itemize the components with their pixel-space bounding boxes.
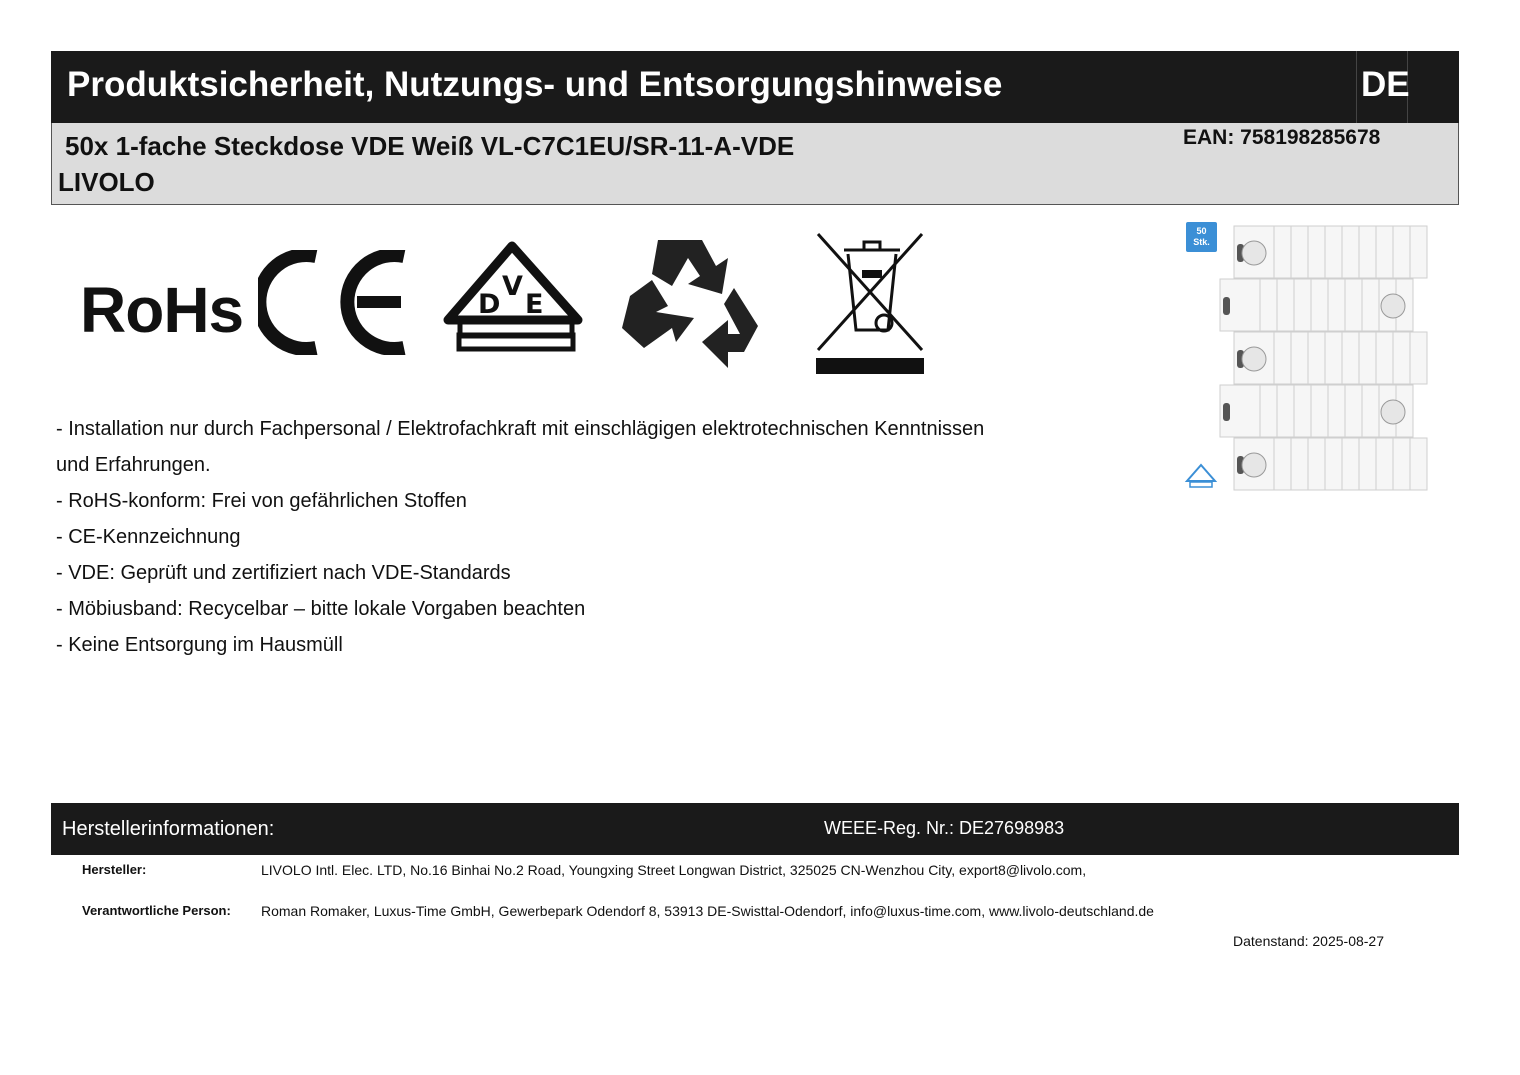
responsible-person-label: Verantwortliche Person: (82, 903, 231, 918)
header-bar (51, 51, 1459, 124)
quantity-badge-count: 50 (1196, 226, 1207, 236)
manufacturer-value: LIVOLO Intl. Elec. LTD, No.16 Binhai No.2 Road, Youngxing Street Longwan District, 325025 CN-Wenzhou City, export8@livolo.com, (261, 862, 1087, 878)
vde-small-icon (1184, 462, 1218, 492)
recycling-icon (616, 230, 766, 375)
manufacturer-info-bar (51, 803, 1459, 855)
socket-edge (1223, 403, 1230, 421)
socket-edge (1223, 297, 1230, 315)
svg-text:V: V (502, 271, 523, 302)
brand-name: LIVOLO (58, 167, 155, 197)
weee-crossed-bin-icon (814, 230, 929, 375)
socket-face (1242, 347, 1266, 371)
weee-registration: WEEE-Reg. Nr.: DE27698983 (824, 818, 1065, 838)
svg-text:E: E (525, 289, 544, 320)
manufacturer-info-label: Herstellerinformationen: (62, 818, 275, 840)
vde-mark-icon (440, 240, 585, 360)
note-line: - Keine Entsorgung im Hausmüll (56, 634, 343, 656)
rohs-icon: RoHs (80, 274, 244, 346)
language-code: DE (1361, 65, 1410, 104)
usage-notes (56, 411, 1136, 663)
note-line: und Erfahrungen. (56, 454, 211, 476)
quantity-badge (1186, 222, 1217, 252)
page-title: Produktsicherheit, Nutzungs- und Entsorgungshinweise (67, 65, 1003, 104)
socket-face (1242, 453, 1266, 477)
product-image (1182, 218, 1442, 496)
product-name: 50x 1-fache Steckdose VDE Weiß VL-C7C1EU/SR-11-A-VDE (65, 131, 795, 161)
note-line: - RoHS-konform: Frei von gefährlichen Stoffen (56, 490, 467, 512)
note-line: - CE-Kennzeichnung (56, 526, 241, 548)
quantity-badge-unit: Stk. (1193, 237, 1210, 247)
certification-icons (70, 225, 950, 380)
socket-face (1381, 294, 1405, 318)
ean-number: EAN: 758198285678 (1183, 126, 1381, 149)
note-line: - VDE: Geprüft und zertifiziert nach VDE-Standards (56, 562, 511, 584)
product-bar (51, 123, 1459, 205)
manufacturer-label: Hersteller: (82, 862, 147, 877)
data-date: Datenstand: 2025-08-27 (1233, 933, 1384, 949)
svg-text:D: D (478, 289, 501, 320)
ce-mark-icon (258, 250, 408, 355)
note-line: - Möbiusband: Recycelbar – bitte lokale Vorgaben beachten (56, 598, 586, 620)
sockets-illustration (1182, 218, 1442, 496)
socket-face (1242, 241, 1266, 265)
socket-face (1381, 400, 1405, 424)
responsible-person-value: Roman Romaker, Luxus-Time GmbH, Gewerbepark Odendorf 8, 53913 DE-Swisttal-Odendorf, info@luxus-time.com, www.livolo-deutschland.de (261, 903, 1154, 919)
note-line: - Installation nur durch Fachpersonal / Elektrofachkraft mit einschlägigen elektrotechnischen Kenntnissen (56, 418, 985, 440)
